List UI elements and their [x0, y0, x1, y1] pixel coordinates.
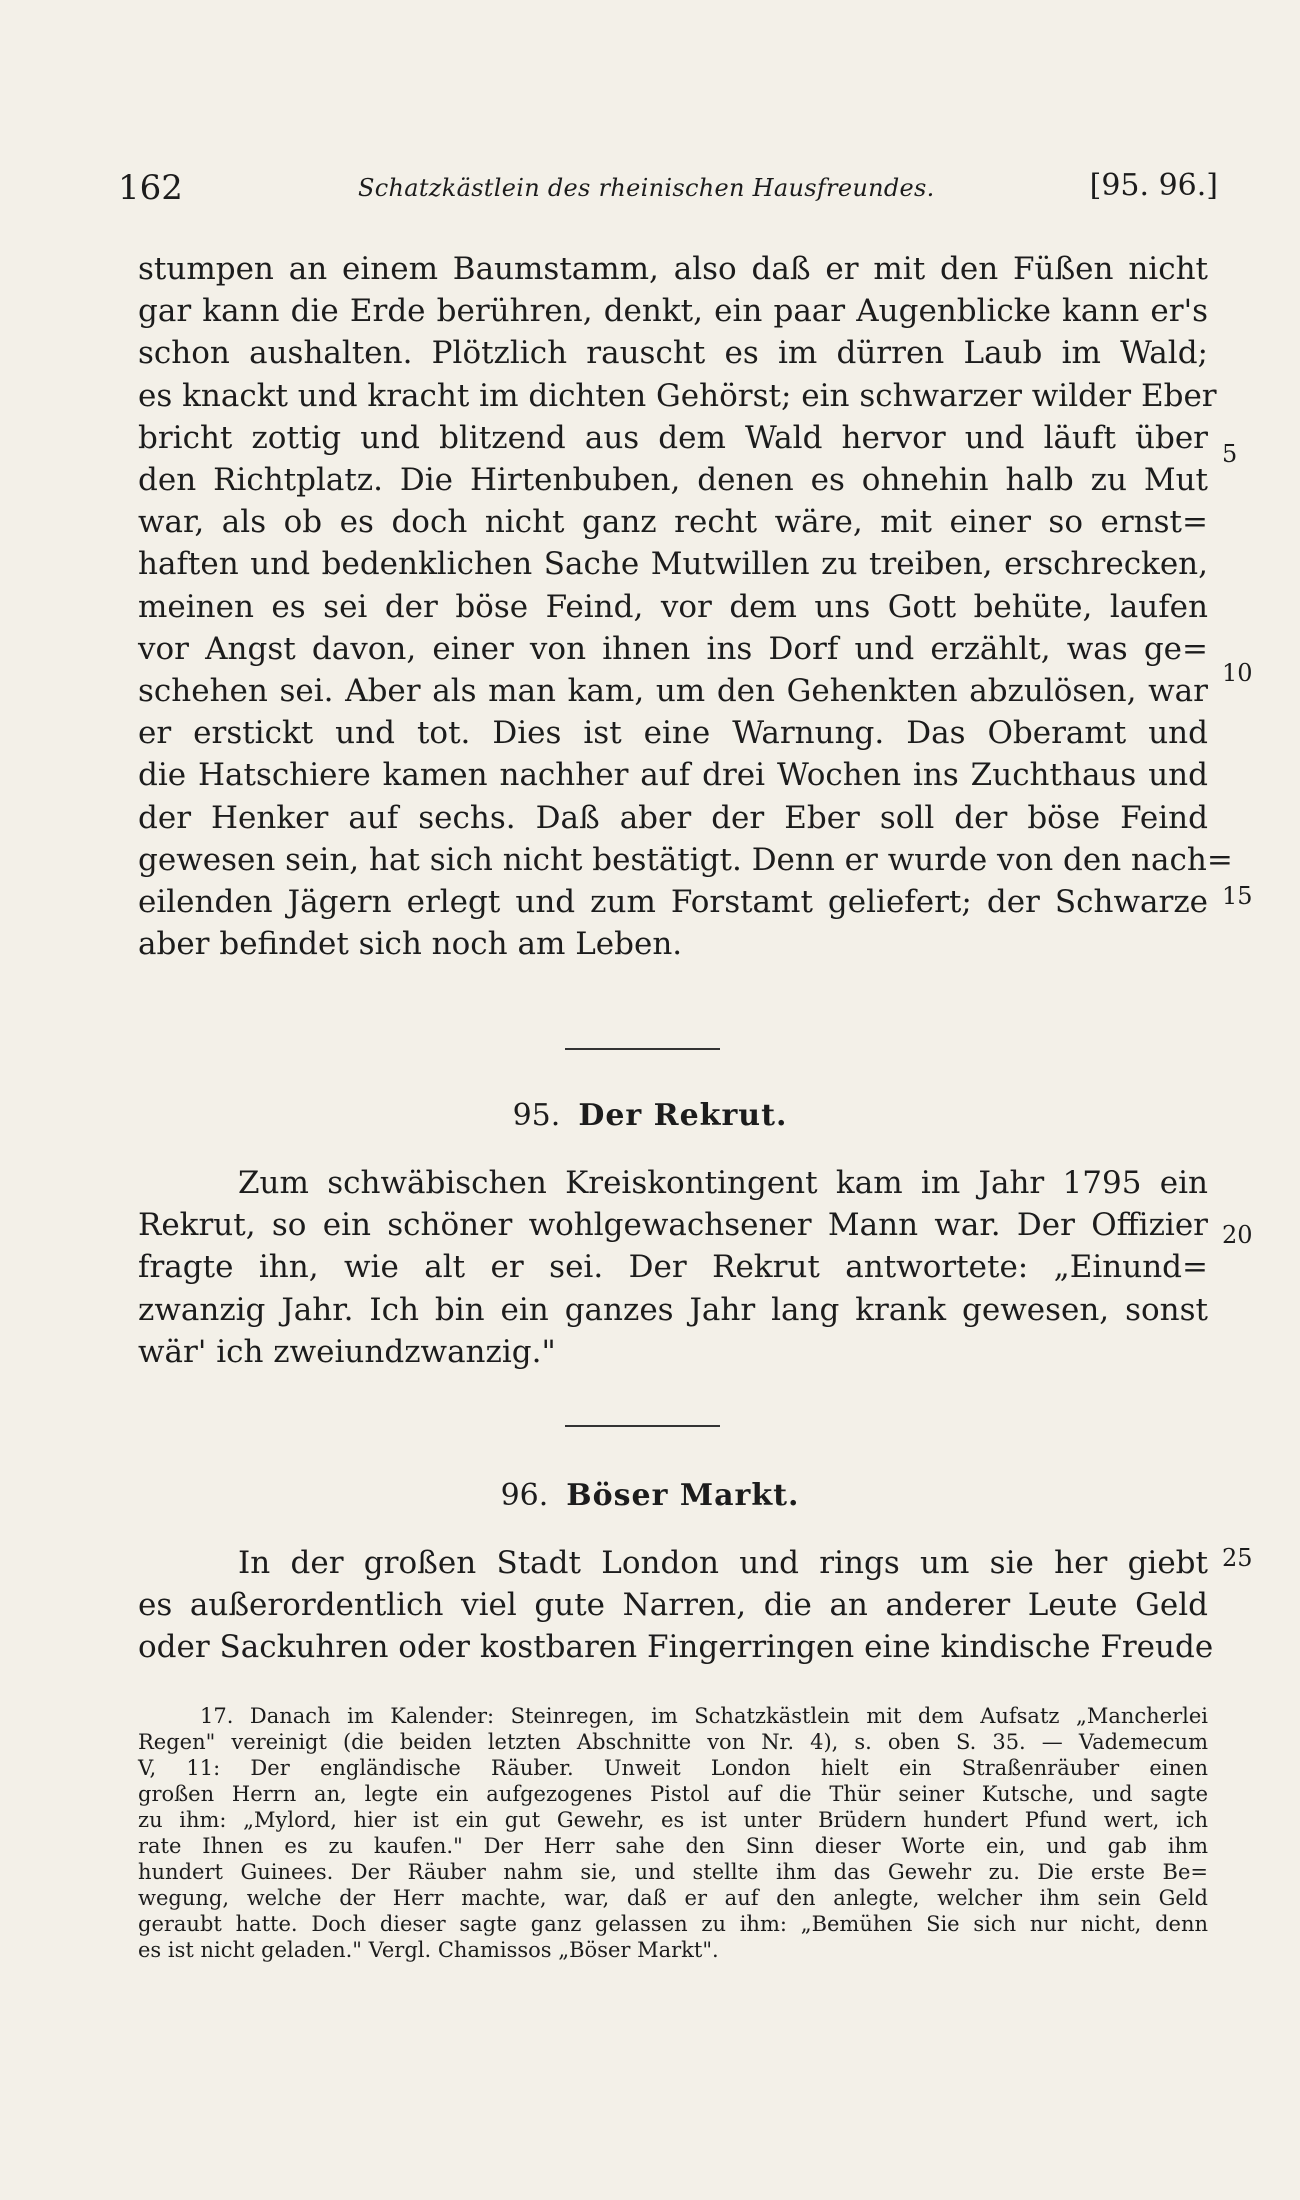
text-line: fragte ihn, wie alt er sei. Der Rekrut antwortete: „Einund= [138, 1249, 1208, 1286]
footnote-line: hundert Guinees. Der Räuber nahm sie, und stellte ihm das Gewehr zu. Die erste Be= [138, 1860, 1208, 1884]
text-line: der Henker auf sechs. Daß aber der Eber soll der böse Feind [138, 799, 1208, 836]
section-96-heading [0, 1478, 1300, 1513]
footnote-line: großen Herrn an, legte ein aufgezogenes Pistol auf die Thür seiner Kutsche, und sagte [138, 1782, 1208, 1806]
section-number: 96. [500, 1478, 549, 1513]
text-line: oder Sackuhren oder kostbaren Fingerringen eine kindische Freude [138, 1629, 1214, 1666]
line-number-25: 25 [1222, 1544, 1253, 1572]
text-line: bricht zottig und blitzend aus dem Wald hervor und läuft über [138, 419, 1208, 456]
text-line: die Hatschiere kamen nachher auf drei Wochen ins Zuchthaus und [138, 757, 1208, 794]
footnote-line: wegung, welche der Herr machte, war, daß er auf den anlegte, welcher ihm sein Geld [138, 1886, 1208, 1910]
footnote-line: es ist nicht geladen." Vergl. Chamissos „Böser Markt". [138, 1938, 719, 1962]
text-line: schehen sei. Aber als man kam, um den Gehenkten abzulösen, war [138, 673, 1208, 710]
text-line: schon aushalten. Plötzlich rauscht es im dürren Laub im Wald; [138, 335, 1208, 372]
text-line: aber befindet sich noch am Leben. [138, 926, 683, 963]
text-line: In der großen Stadt London und rings um sie her giebt [238, 1545, 1208, 1581]
line-number-20: 20 [1222, 1221, 1253, 1249]
text-line: eilenden Jägern erlegt und zum Forstamt geliefert; der Schwarze [138, 884, 1208, 921]
text-line: den Richtplatz. Die Hirtenbuben, denen es ohnehin halb zu Mut [138, 462, 1208, 499]
footnote-line: 17. Danach im Kalender: Steinregen, im Schatzkästlein mit dem Aufsatz „Mancherlei [200, 1704, 1208, 1728]
text-line: haften und bedenklichen Sache Mutwillen zu treiben, erschrecken, [138, 546, 1208, 583]
text-line: zwanzig Jahr. Ich bin ein ganzes Jahr lang krank gewesen, sonst [138, 1291, 1208, 1328]
text-line: wär' ich zweiundzwanzig." [138, 1333, 556, 1370]
section-divider [565, 1425, 720, 1427]
running-title: Schatzkästlein des rheinischen Hausfreundes. [358, 174, 935, 202]
section-number: 95. [512, 1098, 561, 1133]
text-line: gewesen sein, hat sich nicht bestätigt. Denn er wurde von den nach= [138, 841, 1233, 878]
text-line: war, als ob es doch nicht ganz recht wäre, mit einer so ernst= [138, 504, 1208, 541]
text-line: meinen es sei der böse Feind, vor dem uns Gott behüte, laufen [138, 588, 1208, 625]
page-header [118, 168, 1218, 218]
footnote-line: rate Ihnen es zu kaufen." Der Herr sahe den Sinn dieser Worte ein, und gab ihm [138, 1834, 1208, 1858]
section-range: [95. 96.] [1089, 168, 1218, 203]
line-number-10: 10 [1222, 659, 1253, 687]
text-line: Rekrut, so ein schöner wohlgewachsener Mann war. Der Offizier [138, 1207, 1208, 1244]
section-divider [565, 1048, 720, 1050]
section-title: Der Rekrut. [578, 1098, 788, 1133]
line-number-15: 15 [1222, 882, 1253, 910]
text-line: es außerordentlich viel gute Narren, die an anderer Leute Geld [138, 1587, 1208, 1624]
footnote-line: zu ihm: „Mylord, hier ist ein gut Gewehr, es ist unter Brüdern hundert Pfund wert, ich [138, 1808, 1208, 1832]
text-line: stumpen an einem Baumstamm, also daß er mit den Füßen nicht [138, 251, 1208, 287]
section-title: Böser Markt. [566, 1478, 800, 1513]
text-line: gar kann die Erde berühren, denkt, ein paar Augenblicke kann er's [138, 293, 1208, 330]
footnote [138, 1703, 1208, 1963]
footnote-line: V, 11: Der engländische Räuber. Unweit London hielt ein Straßenräuber einen [138, 1756, 1208, 1780]
section-95-heading [0, 1098, 1300, 1133]
text-line: Zum schwäbischen Kreiskontingent kam im Jahr 1795 ein [238, 1165, 1208, 1201]
text-line: es knackt und kracht im dichten Gehörst; ein schwarzer wilder Eber [138, 377, 1217, 414]
text-line: vor Angst davon, einer von ihnen ins Dorf und erzählt, was ge= [138, 630, 1208, 667]
continued-story-text [138, 248, 1233, 965]
footnote-line: geraubt hatte. Doch dieser sagte ganz gelassen zu ihm: „Bemühen Sie sich nur nicht, denn [138, 1912, 1208, 1936]
text-line: er erstickt und tot. Dies ist eine Warnung. Das Oberamt und [138, 715, 1208, 752]
page-number: 162 [118, 168, 183, 208]
section-95-text [138, 1162, 1208, 1373]
footnote-line: Regen" vereinigt (die beiden letzten Abschnitte von Nr. 4), s. oben S. 35. — Vademecum [138, 1730, 1208, 1754]
section-96-text [138, 1542, 1214, 1669]
line-number-5: 5 [1222, 440, 1238, 468]
